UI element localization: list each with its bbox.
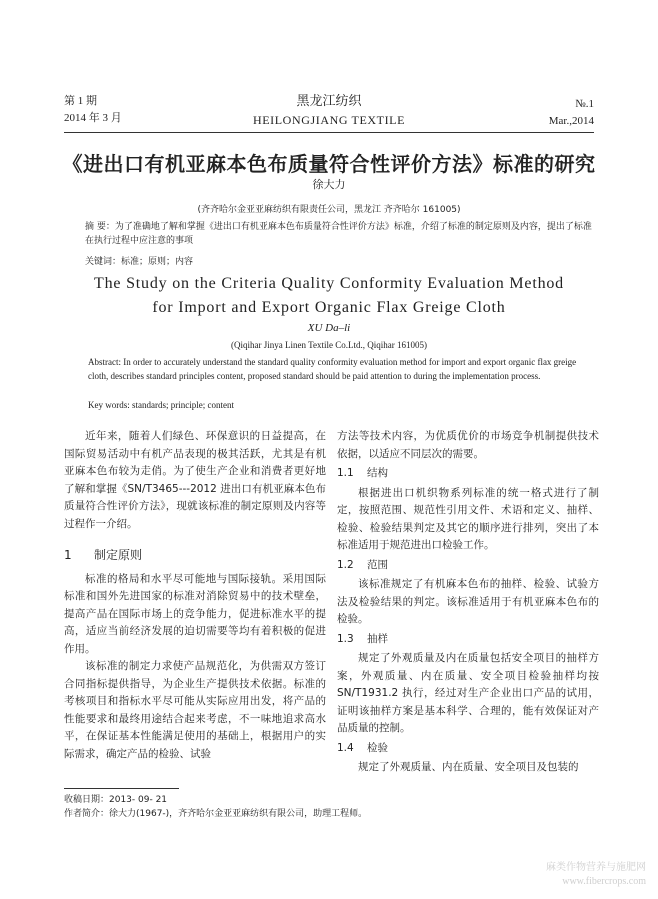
body-paragraph: 该标准的制定力求使产品规范化，为供需双方签订合同指标提供指导，为企业生产提供技术依据。标准的考核项目和指标水平尽可能从实际应用出发，将产品的性能要求和最终用途结合起来考虑，不一味地追求高水平，在保证基本性能满足使用的基础上，根据用户的实际需求，确定产品的检验、试验 bbox=[64, 660, 326, 760]
journal-name-cn: 黑龙江纺织 bbox=[296, 94, 362, 109]
english-title bbox=[0, 272, 658, 320]
issue-date: 2014 年 3 月 bbox=[64, 112, 122, 124]
english-author: XU Da–li bbox=[307, 322, 351, 334]
section-number: 1.3 bbox=[337, 632, 354, 645]
footnote-divider bbox=[64, 788, 179, 789]
section-number: 1.2 bbox=[337, 558, 354, 571]
author-bio: 作者简介：徐大力(1967-)，齐齐哈尔金亚亚麻纺织有限公司，助理工程师。 bbox=[64, 809, 368, 819]
section-title: 结构 bbox=[367, 467, 388, 479]
body-paragraph: 标准的格局和水平尽可能地与国际接轨。采用国际标准和国外先进国家的标准对消除贸易中的技术壁垒，提高产品在国际市场上的竞争能力，促进标准水平的提高，适应当前经济发展的迫切需要等均有着积极的促进作用。 bbox=[64, 572, 326, 655]
section-1-2-heading bbox=[337, 557, 599, 575]
section-number: 1.1 bbox=[337, 467, 354, 479]
body-paragraph: 根据进出口机织物系列标准的统一格式进行了制定，按照范围、规范性引用文件、术语和定义、抽样、检验、检验结果判定及其它的顺序进行排列，突出了本标准适用于规范进出口检验工作。 bbox=[337, 486, 599, 551]
section-number: 1.4 bbox=[337, 741, 354, 754]
section-1-1-heading bbox=[337, 465, 599, 483]
english-title-line1: The Study on the Criteria Quality Conformity Evaluation Method bbox=[94, 275, 564, 292]
journal-name-en: HEILONGJIANG TEXTILE bbox=[252, 113, 406, 127]
english-title-line2: for Import and Export Organic Flax Greige Cloth bbox=[152, 299, 506, 316]
issue-date-en: Mar.,2014 bbox=[548, 115, 594, 127]
continued-paragraph: 方法等技术内容，为优质优价的市场竞争机制提供技术依据，以适应不同层次的需要。 bbox=[337, 430, 599, 460]
section-1-3-heading bbox=[337, 631, 599, 649]
issue-no: №.1 bbox=[575, 98, 594, 110]
english-abstract: Abstract: In order to accurately understand the standard quality conformity evaluation method for import and export organic flax greige cloth, describes standard principles content, proposed standard should be paid attention to during the implementation process. bbox=[88, 357, 577, 381]
issue-info-en bbox=[549, 96, 594, 130]
english-affiliation: (Qiqihar Jinya Linen Textile Co.Ltd., Qiqihar 161005) bbox=[231, 340, 427, 350]
watermark-cn: 麻类作物营养与施肥网 bbox=[546, 862, 646, 873]
section-1-4-heading bbox=[337, 740, 599, 758]
paper-affiliation: (齐齐哈尔金亚亚麻纺织有限责任公司，黑龙江 齐齐哈尔 161005) bbox=[197, 205, 461, 215]
received-date: 收稿日期：2013- 09- 21 bbox=[64, 795, 168, 805]
footnote bbox=[64, 793, 367, 821]
section-title: 检验 bbox=[367, 741, 388, 754]
watermark-url: www.fibercrops.com bbox=[562, 876, 646, 887]
intro-paragraph: 近年来，随着人们绿色、环保意识的日益提高，在国际贸易活动中有机产品表现的极其活跃，尤其是有机亚麻本色布较为走俏。为了使生产企业和消费者更好地了解和掌握《SN/T3465---2012 进出口有机亚麻本色布质量符合性评价方法》，现就该标准的制定原则及内容等过程作一介绍。 bbox=[64, 430, 326, 530]
section-1-heading bbox=[64, 547, 326, 565]
paper-author: 徐大力 bbox=[312, 178, 346, 191]
body-paragraph: 该标准规定了有机麻本色布的抽样、检验、试验方法及检验结果的判定。该标准适用于有机亚麻本色布的检验。 bbox=[337, 578, 599, 625]
section-title: 制定原则 bbox=[94, 548, 143, 562]
section-title: 抽样 bbox=[367, 632, 388, 645]
section-number: 1 bbox=[64, 548, 72, 562]
keywords-cn: 关键词：标准；原则；内容 bbox=[85, 257, 194, 267]
abstract-cn: 摘 要：为了准确地了解和掌握《进出口有机亚麻本色布质量符合性评价方法》标准，介绍了标准的制定原则及内容，提出了标准在执行过程中应注意的事项 bbox=[85, 222, 592, 246]
english-keywords: Key words: standards; principle; content bbox=[88, 400, 234, 410]
paper-title: 《进出口有机亚麻本色布质量符合性评价方法》标准的研究 bbox=[62, 152, 596, 176]
body-paragraph: 规定了外观质量、内在质量、安全项目及包装的 bbox=[358, 761, 579, 773]
body-paragraph: 规定了外观质量及内在质量包括安全项目的抽样方案，外观质量、内在质量、安全项目检验抽样均按 SN/T1931.2 执行，经过对生产企业出口产品的试用，证明该抽样方案是基本科学、合理的，能有效保证对产品质量的控制。 bbox=[337, 652, 599, 734]
header-divider bbox=[64, 132, 594, 133]
right-column bbox=[337, 428, 599, 777]
left-column bbox=[64, 428, 326, 763]
issue-number: 第 1 期 bbox=[64, 95, 97, 107]
section-title: 范围 bbox=[367, 558, 388, 571]
